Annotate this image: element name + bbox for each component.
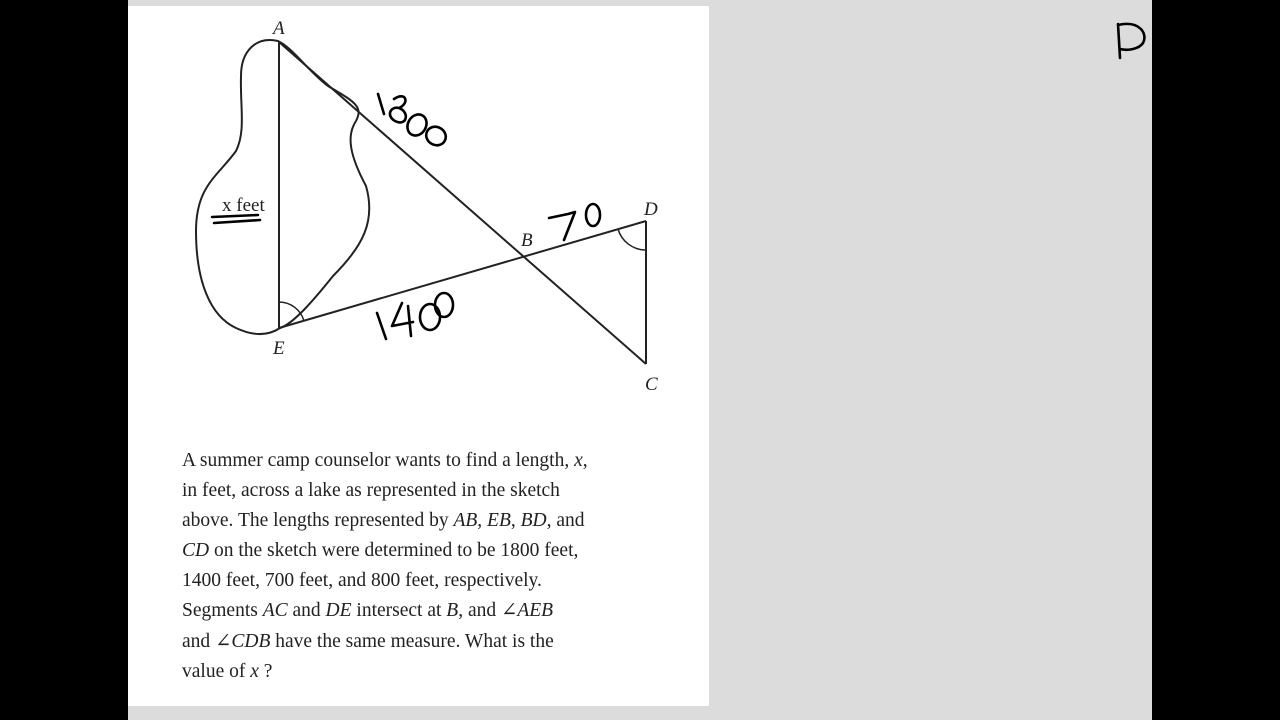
video-frame — [128, 0, 1152, 720]
problem-line: CD on the sketch were determined to be 1800 feet, — [182, 540, 579, 562]
problem-line: A summer camp counselor wants to find a length, x, — [182, 450, 588, 471]
segment-ac — [279, 42, 646, 364]
problem-line: in feet, across a lake as represented in the sketch — [182, 480, 560, 502]
point-label-e: E — [273, 338, 285, 359]
problem-sheet — [128, 6, 709, 706]
problem-line: above. The lengths represented by AB, EB, BD, and — [182, 510, 585, 532]
lake-outline — [196, 40, 369, 334]
problem-line: value of x ? — [182, 660, 273, 682]
angle-arc-aeb — [279, 302, 304, 321]
problem-line: 1400 feet, 700 feet, and 800 feet, respectively. — [182, 570, 542, 592]
handwritten-70 — [549, 204, 600, 240]
lake-width-label: x feet — [222, 195, 265, 216]
handwritten-underline — [212, 215, 260, 223]
point-label-b: B — [521, 230, 533, 251]
handwritten-1400 — [377, 293, 453, 339]
handwritten-1800 — [378, 94, 449, 149]
point-label-a: A — [273, 18, 285, 39]
handwritten-letter-d — [1112, 16, 1152, 66]
problem-line: Segments AC and DE intersect at B, and ∠AEB — [182, 600, 554, 622]
point-label-c: C — [645, 374, 658, 395]
problem-line: and ∠CDB have the same measure. What is the — [182, 630, 554, 652]
angle-arc-cdb — [618, 229, 646, 250]
point-label-d: D — [644, 199, 658, 220]
problem-text — [182, 446, 682, 687]
geometry-diagram — [128, 6, 709, 426]
